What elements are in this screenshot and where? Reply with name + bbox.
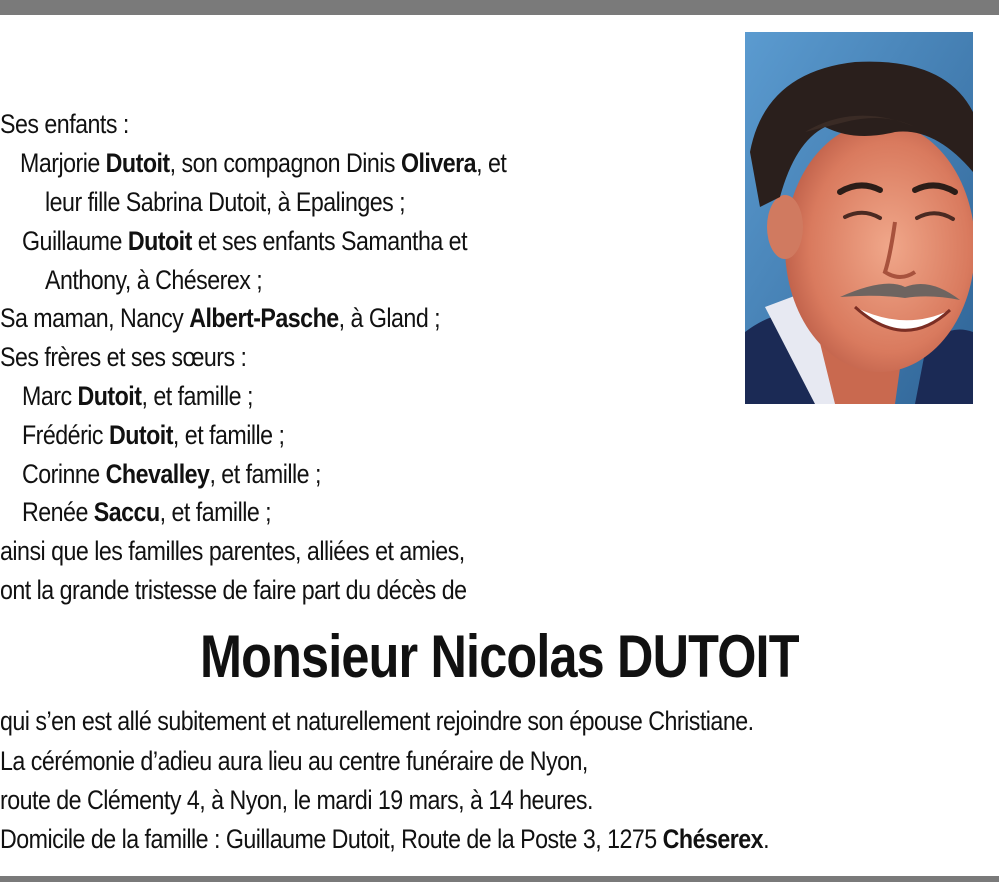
- sibling-3-end: , et famille ;: [209, 459, 321, 489]
- families-line: ainsi que les familles parentes, alliées et amies,: [0, 536, 465, 566]
- sibling-3-first: Corinne: [22, 459, 106, 489]
- sibling-1-first: Marc: [22, 381, 78, 411]
- sibling-1-last: Dutoit: [77, 381, 142, 411]
- child-2-first: Guillaume: [22, 226, 128, 256]
- mother-line: [0, 302, 440, 334]
- child-2-end: et ses enfants Samantha et: [191, 226, 468, 256]
- mother-end: , à Gland ;: [338, 303, 441, 333]
- ceremony-line-2: route de Clémenty 4, à Nyon, le mardi 19 mars, à 14 heures.: [0, 785, 593, 815]
- announce-line: ont la grande tristesse de faire part du décès de: [0, 575, 467, 605]
- sibling-2-line: [22, 419, 284, 451]
- sibling-4-line: [22, 496, 271, 528]
- top-border: [0, 0, 999, 15]
- sibling-3-last: Chevalley: [105, 459, 210, 489]
- child-1-mid: , son compagnon Dinis: [169, 148, 401, 178]
- child-1-first: Marjorie: [20, 148, 106, 178]
- child-2-line-2: Anthony, à Chéserex ;: [45, 265, 263, 295]
- child-2-line: [22, 225, 467, 257]
- sibling-4-end: , et famille ;: [159, 497, 272, 527]
- sibling-1-line: [22, 380, 253, 412]
- sibling-1-end: , et famille ;: [141, 381, 253, 411]
- sibling-4-first: Renée: [22, 497, 94, 527]
- deceased-name: [0, 622, 999, 692]
- sibling-3-line: [22, 458, 321, 490]
- sibling-2-first: Frédéric: [22, 420, 109, 450]
- mother-last: Albert-Pasche: [189, 303, 339, 333]
- deceased-name-text: Monsieur Nicolas DUTOIT: [200, 623, 799, 690]
- passed-line: qui s’en est allé subitement et naturellement rejoindre son épouse Christiane.: [0, 706, 754, 736]
- siblings-intro: Ses frères et ses sœurs :: [0, 342, 247, 372]
- child-1-line-2: leur fille Sabrina Dutoit, à Epalinges ;: [45, 187, 406, 217]
- domicile-line: [0, 823, 769, 855]
- domicile-pre: Domicile de la famille : Guillaume Dutoit, Route de la Poste 3, 1275: [0, 824, 663, 854]
- child-1-last: Dutoit: [105, 148, 170, 178]
- domicile-town: Chéserex: [662, 824, 764, 854]
- child-2-last: Dutoit: [127, 226, 192, 256]
- child-1-line: [20, 147, 506, 179]
- bottom-border: [0, 876, 999, 882]
- mother-pre: Sa maman, Nancy: [0, 303, 190, 333]
- child-1-partner-last: Olivera: [400, 148, 477, 178]
- domicile-end: .: [763, 824, 770, 854]
- ceremony-line-1: La cérémonie d’adieu aura lieu au centre funéraire de Nyon,: [0, 746, 588, 776]
- sibling-2-end: , et famille ;: [172, 420, 285, 450]
- sibling-4-last: Saccu: [93, 497, 160, 527]
- portrait-photo: [745, 32, 973, 404]
- child-1-end: , et: [476, 148, 507, 178]
- children-intro: Ses enfants :: [0, 109, 129, 139]
- sibling-2-last: Dutoit: [108, 420, 173, 450]
